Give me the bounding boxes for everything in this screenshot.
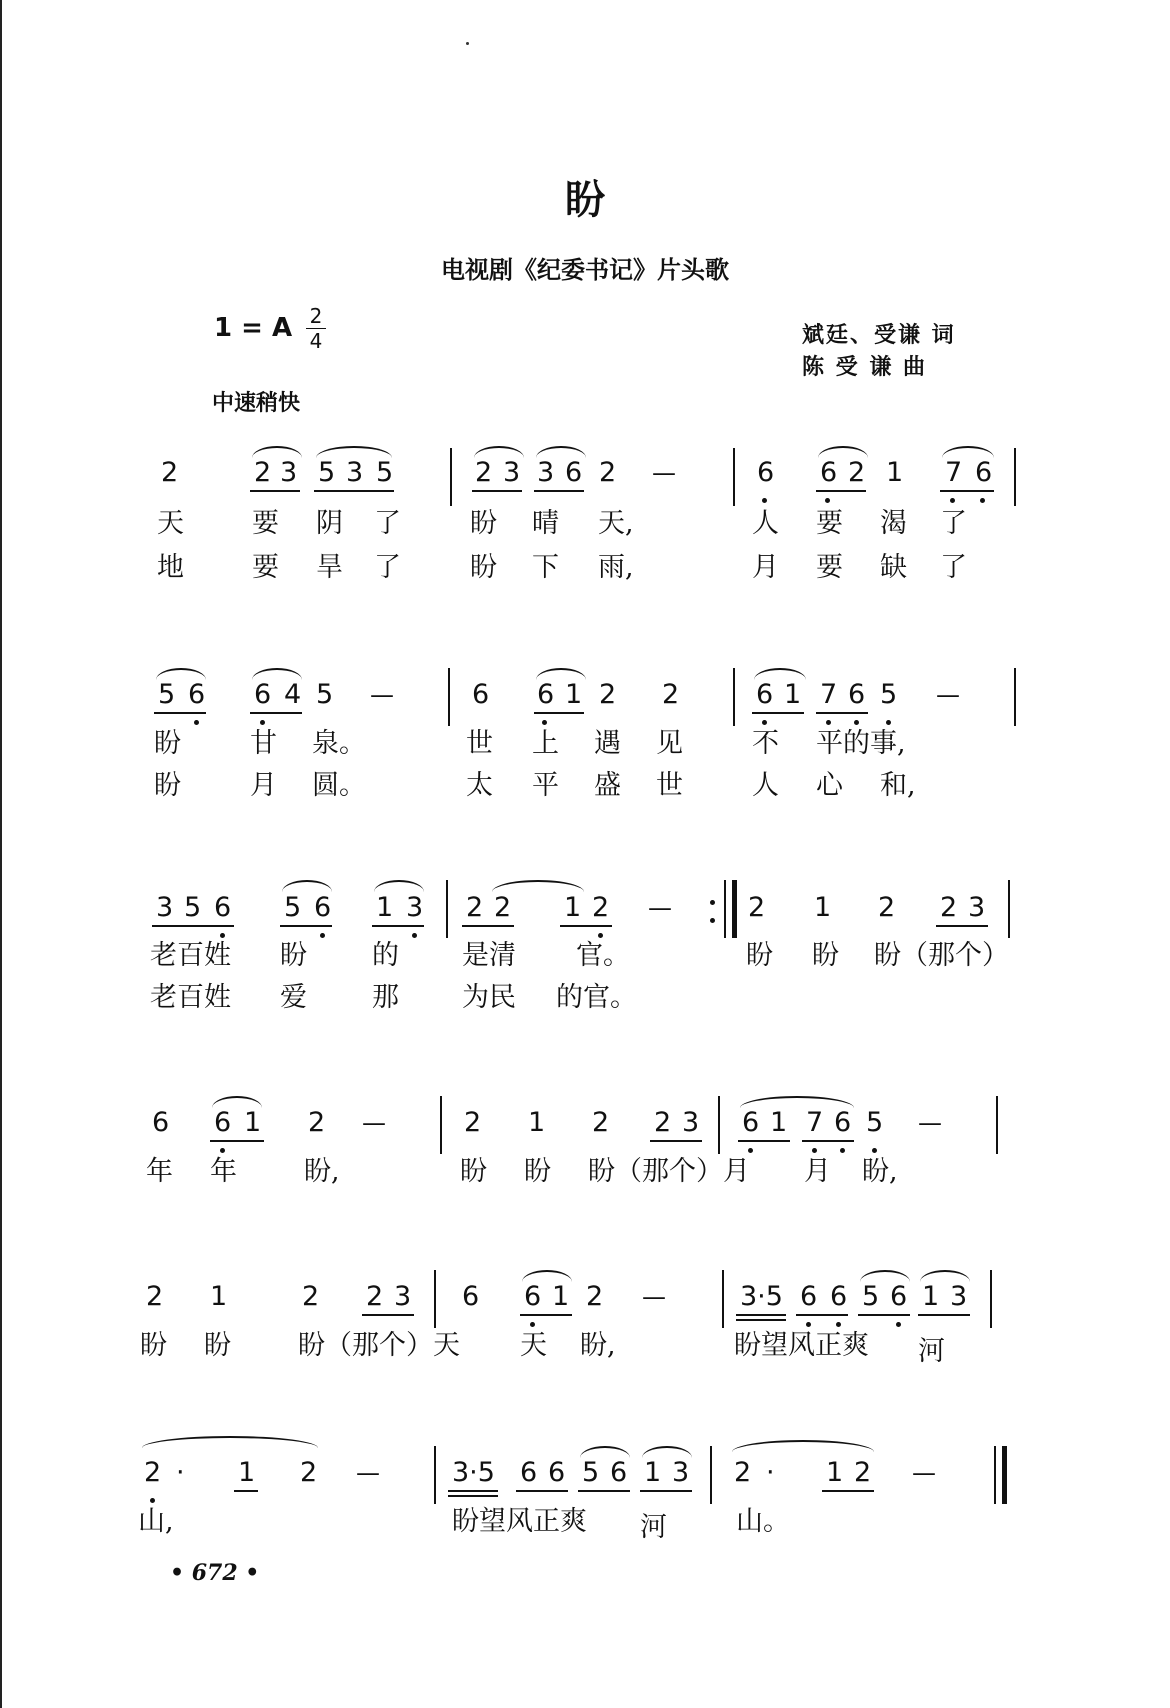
- note: 3: [537, 457, 555, 488]
- note: 6: [520, 1457, 538, 1488]
- note: 2: [302, 1281, 320, 1312]
- lyric: 人: [752, 508, 779, 539]
- note: 5: [880, 679, 898, 710]
- note: 2: [161, 457, 179, 488]
- note: 5: [862, 1281, 880, 1312]
- lyric: 世: [466, 728, 493, 759]
- note: 2: [662, 679, 680, 710]
- lyric: 官。: [576, 940, 630, 971]
- note: 6: [254, 679, 272, 710]
- lyric: 河: [918, 1336, 945, 1367]
- beam: [578, 1490, 630, 1492]
- note: 2: [940, 892, 958, 923]
- low-octave-dot: [150, 1498, 155, 1503]
- note: 5: [316, 679, 334, 710]
- note-dash: —: [652, 459, 676, 487]
- composer-credit: 陈 受 谦 曲: [802, 354, 927, 380]
- lyric: 为民: [462, 982, 516, 1013]
- lyric: 渴: [880, 508, 907, 539]
- note: 2: [366, 1281, 384, 1312]
- note: 6: [848, 679, 866, 710]
- note: 1: [376, 892, 394, 923]
- final-barline-thick: [1002, 1446, 1007, 1504]
- note: 1: [784, 679, 802, 710]
- lyric: 天: [520, 1330, 547, 1361]
- note: 6: [565, 457, 583, 488]
- lyric: 的官。: [556, 982, 637, 1013]
- lyric: 盼: [140, 1330, 167, 1361]
- note: 1: [528, 1107, 546, 1138]
- lyric: 那: [372, 982, 399, 1013]
- lyric: 是清: [462, 940, 516, 971]
- lyric: 盼: [470, 508, 497, 539]
- lyric: 盼望风正爽: [452, 1506, 587, 1537]
- lyric: 了: [374, 508, 401, 539]
- note-dash: —: [370, 681, 394, 709]
- lyric: 晴: [532, 508, 559, 539]
- note: 6: [472, 679, 490, 710]
- note: 5: [866, 1107, 884, 1138]
- note: 6: [757, 457, 775, 488]
- note: 2: [464, 1107, 482, 1138]
- note: 3: [346, 457, 364, 488]
- slur: [142, 1436, 318, 1448]
- note: 1: [644, 1457, 662, 1488]
- note: 6: [820, 457, 838, 488]
- lyric: 了: [940, 508, 967, 539]
- lyric: 盼,: [580, 1330, 616, 1361]
- lyric: 月: [250, 770, 277, 801]
- note: 6: [834, 1107, 852, 1138]
- note: 4: [284, 679, 302, 710]
- lyric: 要: [252, 552, 279, 583]
- note-dash: —: [356, 1459, 380, 1487]
- lyric: 盼: [524, 1156, 551, 1187]
- note: 2: [654, 1107, 672, 1138]
- note: 6: [742, 1107, 760, 1138]
- lyric: 盛: [594, 770, 621, 801]
- lyric: 见: [656, 728, 683, 759]
- tempo-marking: 中速稍快: [212, 390, 301, 416]
- note: 1: [552, 1281, 570, 1312]
- lyric: 太: [466, 770, 493, 801]
- note-dash: —: [936, 681, 960, 709]
- lyric: 阴: [316, 508, 343, 539]
- lyric: 要: [816, 552, 843, 583]
- lyric: 了: [374, 552, 401, 583]
- note: 3·5: [740, 1281, 783, 1312]
- note: 2: [878, 892, 896, 923]
- lyric: 盼: [280, 940, 307, 971]
- note: 3: [682, 1107, 700, 1138]
- note: 1: [826, 1457, 844, 1488]
- note: 6: [188, 679, 206, 710]
- note: 2: [586, 1281, 604, 1312]
- page-number: • 672 •: [170, 1560, 260, 1586]
- lyric: 盼（那个）月: [588, 1156, 750, 1187]
- lyric: 人: [752, 770, 779, 801]
- lyric: 雨,: [598, 552, 634, 583]
- note: 1: [770, 1107, 788, 1138]
- note: 1: [922, 1281, 940, 1312]
- note: ·: [766, 1457, 775, 1488]
- lyric: 盼: [154, 728, 181, 759]
- lyric: 盼: [470, 552, 497, 583]
- lyric: 世: [656, 770, 683, 801]
- note: 3: [156, 892, 174, 923]
- lyric: 盼: [460, 1156, 487, 1187]
- note: 1: [238, 1457, 256, 1488]
- note: 7: [820, 679, 838, 710]
- lyric: 甘: [250, 728, 277, 759]
- note: 5: [376, 457, 394, 488]
- note: 2: [734, 1457, 752, 1488]
- note: 3: [394, 1281, 412, 1312]
- lyric: 山。: [736, 1506, 790, 1537]
- note: 2: [144, 1457, 162, 1488]
- lyric: 旱: [316, 552, 343, 583]
- note: 6: [800, 1281, 818, 1312]
- note: 3: [950, 1281, 968, 1312]
- song-subtitle: 电视剧《纪委书记》片头歌: [441, 255, 729, 284]
- note: 2: [599, 457, 617, 488]
- key-signature: 1 = A: [214, 313, 293, 343]
- note: 3: [968, 892, 986, 923]
- lyric: 盼（那个）: [874, 940, 1009, 971]
- lyric: 爱: [280, 982, 307, 1013]
- lyric: 天,: [598, 508, 634, 539]
- final-barline: [994, 1446, 996, 1504]
- note: 5: [158, 679, 176, 710]
- lyric: 盼: [812, 940, 839, 971]
- lyric: 盼望风正爽: [734, 1330, 869, 1361]
- note: 2: [146, 1281, 164, 1312]
- note: 2: [854, 1457, 872, 1488]
- note: 6: [524, 1281, 542, 1312]
- lyric: 不: [752, 728, 779, 759]
- note: 6: [756, 679, 774, 710]
- barline: [434, 1446, 436, 1504]
- beam: [448, 1495, 498, 1497]
- note: 2: [592, 892, 610, 923]
- note: 5: [318, 457, 336, 488]
- note: 6: [975, 457, 993, 488]
- lyric: 盼（那个）天: [298, 1330, 460, 1361]
- lyric: 盼: [204, 1330, 231, 1361]
- note: ·: [176, 1457, 185, 1488]
- note: 3: [406, 892, 424, 923]
- note: 6: [537, 679, 555, 710]
- lyric: 和,: [880, 770, 916, 801]
- note: 2: [308, 1107, 326, 1138]
- note-dash: —: [912, 1459, 936, 1487]
- lyric: 天: [157, 508, 184, 539]
- lyric: 河: [640, 1512, 667, 1543]
- slur: [642, 1446, 692, 1458]
- note-dash: —: [362, 1109, 386, 1137]
- note: 2: [599, 679, 617, 710]
- note: 6: [548, 1457, 566, 1488]
- note: 2: [300, 1457, 318, 1488]
- lyric: 圆。: [312, 770, 366, 801]
- lyric: 年: [146, 1156, 173, 1187]
- lyric: 山,: [138, 1506, 174, 1537]
- lyric: 盼: [746, 940, 773, 971]
- lyric: 要: [816, 508, 843, 539]
- note-dash: —: [648, 894, 672, 922]
- lyric: 要: [252, 508, 279, 539]
- note: 7: [806, 1107, 824, 1138]
- beam: [822, 1490, 874, 1492]
- note: 6: [462, 1281, 480, 1312]
- beam: [448, 1490, 498, 1492]
- note: 1: [814, 892, 832, 923]
- beam: [234, 1490, 258, 1492]
- lyric: 平的事,: [816, 728, 906, 759]
- note: 2: [494, 892, 512, 923]
- note: 1: [210, 1281, 228, 1312]
- lyric: 盼,: [304, 1156, 340, 1187]
- lyric: 心: [816, 770, 843, 801]
- meter-top: 2: [309, 304, 323, 328]
- note: 6: [890, 1281, 908, 1312]
- lyric: 月: [752, 552, 779, 583]
- song-title: 盼: [565, 176, 605, 223]
- lyric: 年: [210, 1156, 237, 1187]
- lyricist-credit: 斌廷、受谦 词: [802, 322, 956, 348]
- note: 3: [503, 457, 521, 488]
- note: 2: [592, 1107, 610, 1138]
- lyric: 了: [940, 552, 967, 583]
- lyric: 平: [532, 770, 559, 801]
- beam: [516, 1490, 568, 1492]
- note: 2: [748, 892, 766, 923]
- lyric: 月: [804, 1156, 831, 1187]
- note: 3: [280, 457, 298, 488]
- note: 6: [152, 1107, 170, 1138]
- note: 7: [945, 457, 963, 488]
- note: 2: [254, 457, 272, 488]
- note: 6: [830, 1281, 848, 1312]
- note: 6: [214, 1107, 232, 1138]
- lyric: 盼,: [862, 1156, 898, 1187]
- lyric: 地: [157, 552, 184, 583]
- barline: [710, 1446, 712, 1504]
- note: 3·5: [452, 1457, 495, 1488]
- note: 5: [582, 1457, 600, 1488]
- note: 1: [564, 892, 582, 923]
- note: 5: [284, 892, 302, 923]
- lyric: 泉。: [312, 728, 366, 759]
- note: 6: [214, 892, 232, 923]
- note: 6: [314, 892, 332, 923]
- lyric: 遇: [594, 728, 621, 759]
- slur: [732, 1440, 874, 1452]
- meter-bottom: 4: [309, 329, 323, 353]
- note: 1: [244, 1107, 262, 1138]
- note: 3: [672, 1457, 690, 1488]
- note-dash: —: [642, 1283, 666, 1311]
- note: 2: [466, 892, 484, 923]
- lyric: 缺: [880, 552, 907, 583]
- lyric: 老百姓: [150, 940, 231, 971]
- note: 2: [848, 457, 866, 488]
- note: 1: [565, 679, 583, 710]
- note: 5: [184, 892, 202, 923]
- lyric: 下: [532, 552, 559, 583]
- lyric: 的: [372, 940, 399, 971]
- note-dash: —: [918, 1109, 942, 1137]
- note: 2: [475, 457, 493, 488]
- slur: [580, 1446, 630, 1458]
- lyric: 上: [532, 728, 559, 759]
- beam: [640, 1490, 692, 1492]
- note: 1: [886, 457, 904, 488]
- note: 6: [610, 1457, 628, 1488]
- lyric: 盼: [154, 770, 181, 801]
- lyric: 老百姓: [150, 982, 231, 1013]
